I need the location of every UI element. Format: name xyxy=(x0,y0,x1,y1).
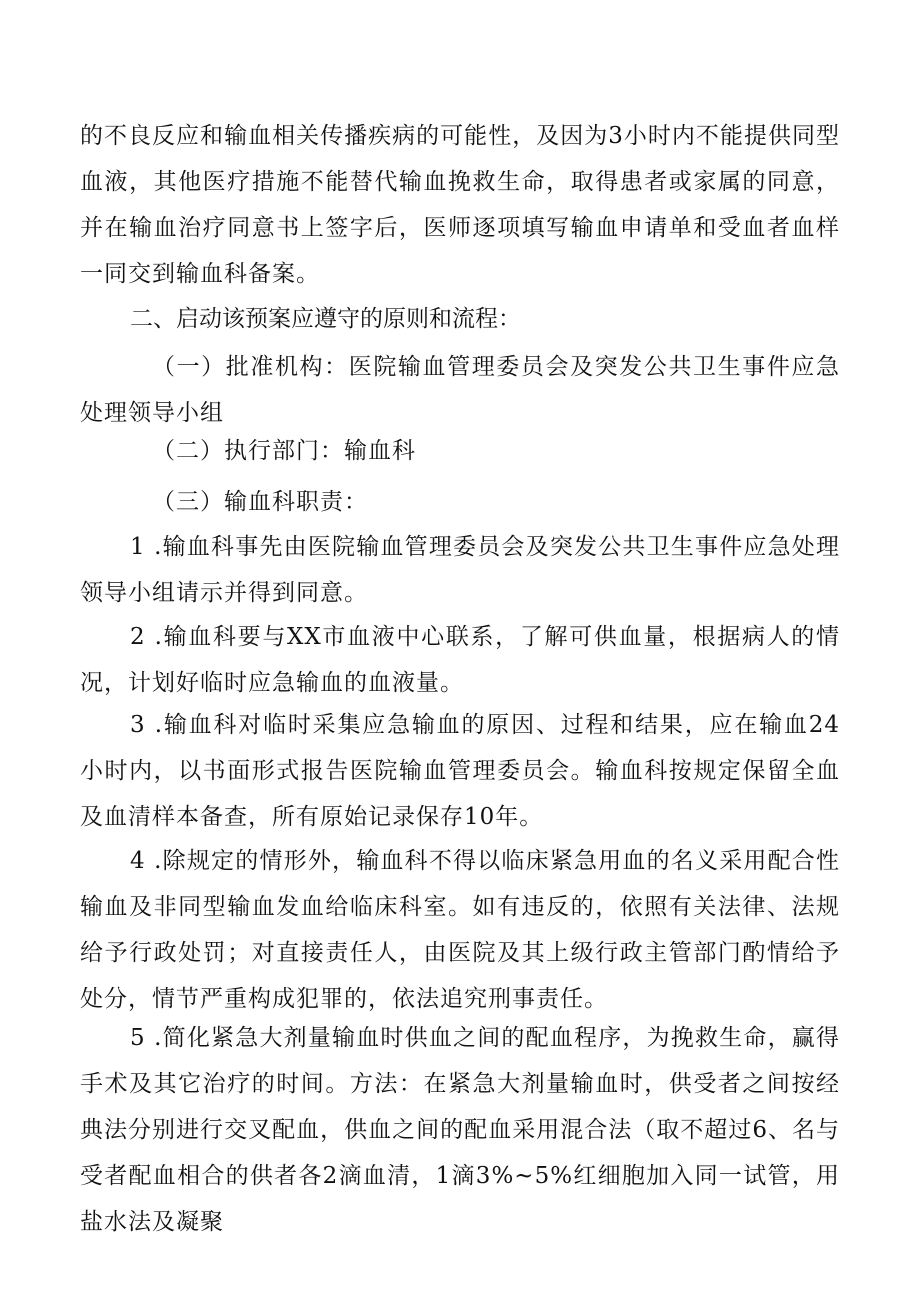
list-item-4: 4 .除规定的情形外，输血科不得以临床紧急用血的名义采用配合性输血及非同型输血发血给临床科室。如有违反的，依照有关法律、法规给予行政处罚；对直接责任人，由医院及其上级行政主管部门酌情给予处分，情节严重构成犯罪的，依法追究刑事责任。 xyxy=(80,848,840,1012)
list-item-2: 2 .输血科要与XX市血液中心联系，了解可供血量，根据病人的情况，计划好临时应急输血的血液量。 xyxy=(80,624,840,696)
subsection-executing-department: （二）执行部门：输血科 xyxy=(152,438,416,464)
paragraph-continuation: 的不良反应和输血相关传播疾病的可能性，及因为3小时内不能提供同型血液，其他医疗措施不能替代输血挽救生命，取得患者或家属的同意，并在输血治疗同意书上签字后，医师逐项填写输血申请单和受血者血样一同交到输血科备案。 xyxy=(80,123,840,287)
section-heading: 二、启动该预案应遵守的原则和流程： xyxy=(130,306,521,332)
list-item-1: 1 .输血科事先由医院输血管理委员会及突发公共卫生事件应急处理领导小组请示并得到同意。 xyxy=(80,534,840,606)
subsection-approval-body: （一）批准机构：医院输血管理委员会及突发公共卫生事件应急处理领导小组 xyxy=(80,354,840,426)
list-item-5: 5 .简化紧急大剂量输血时供血之间的配血程序，为挽救生命，赢得手术及其它治疗的时间。方法：在紧急大剂量输血时，供受者之间按经典法分别进行交叉配血，供血之间的配血采用混合法（取不超过6、名与受者配血相合的供者各2滴血清，1滴3%~5%红细胞加入同一试管，用盐水法及凝聚 xyxy=(80,1025,840,1235)
list-item-3: 3 .输血科对临时采集应急输血的原因、过程和结果，应在输血24小时内，以书面形式报告医院输血管理委员会。输血科按规定保留全血及血清样本备查，所有原始记录保存10年。 xyxy=(80,712,840,830)
subsection-responsibilities: （三）输血科职责： xyxy=(152,489,368,515)
